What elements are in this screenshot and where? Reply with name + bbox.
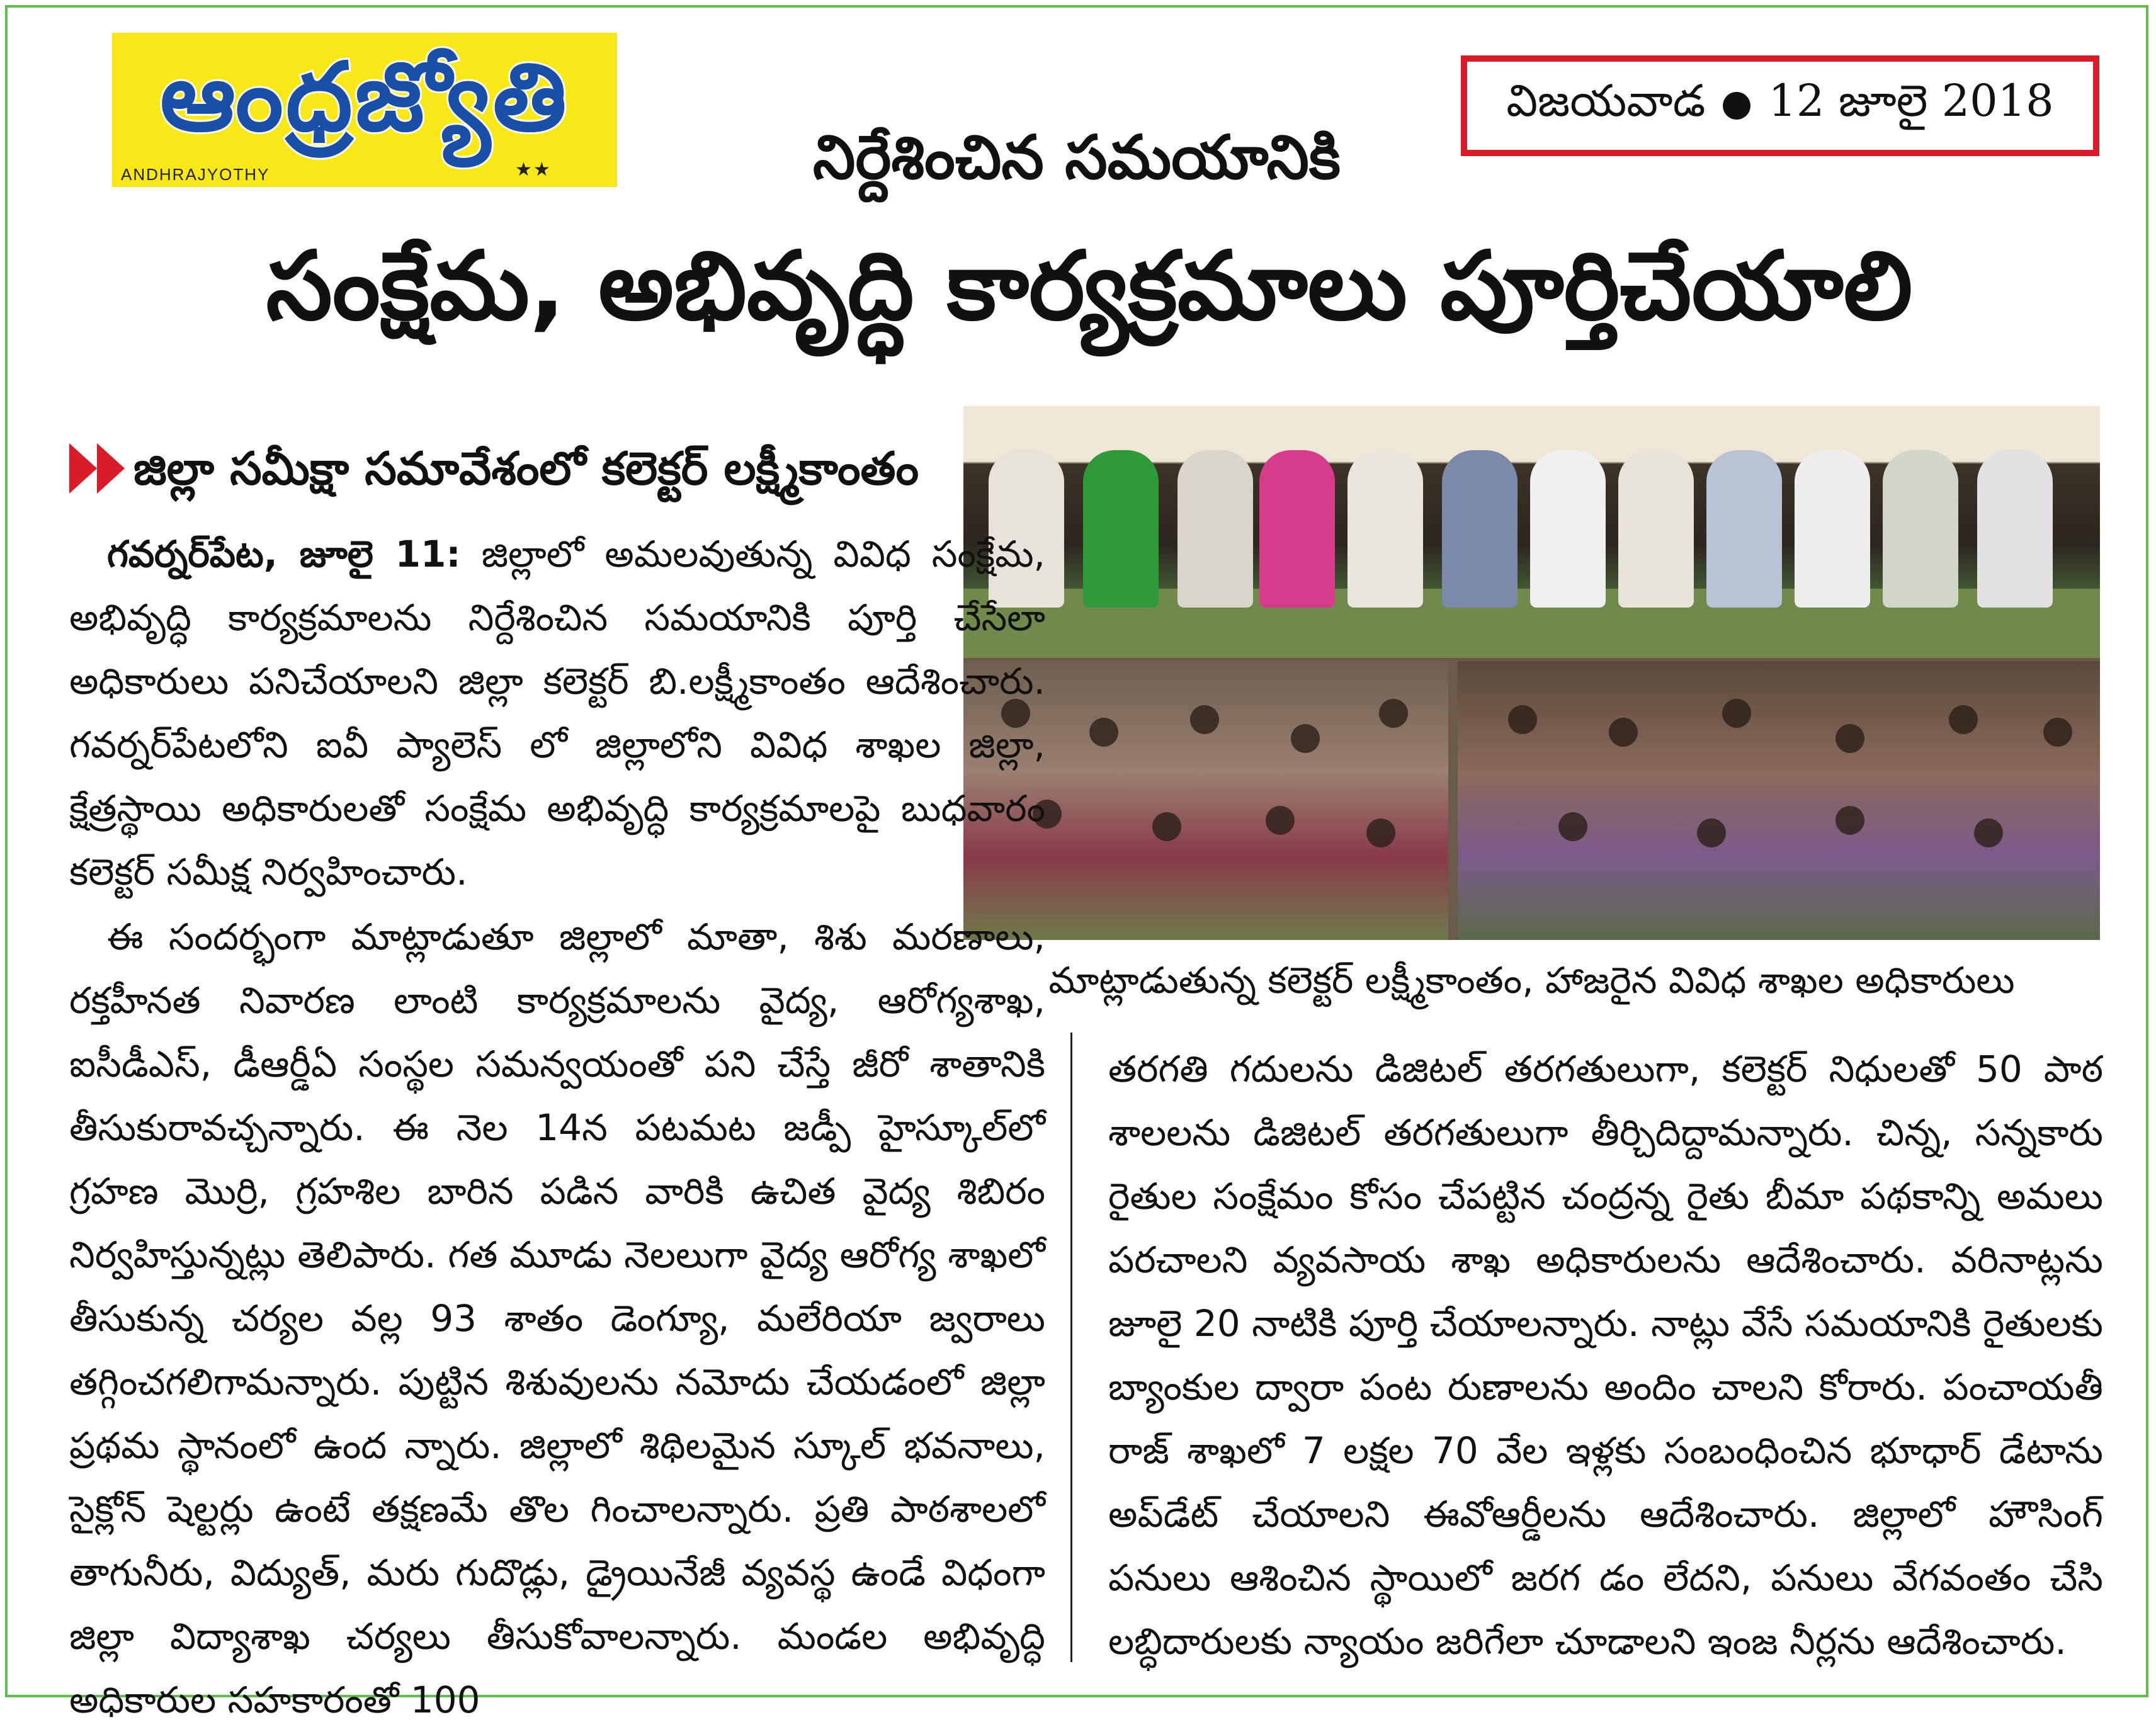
- article-subhead: [69, 433, 963, 504]
- paragraph-1-text: జిల్లాలో అమలవుతున్న వివిధ సంక్షేమ, అభివృద్ధి కార్యక్రమాలను నిర్దేశించిన సమయానికి పూర్తి చేసేలా అధికారులు పనిచేయాలని జిల్లా కలెక్టర్ బి.లక్ష్మీకాంతం ఆదేశించారు. గవర్నర్‌పేటలోని ఐవీ ప్యాలెస్ లో జిల్లాలోని వివిధ శాఖల జిల్లా, క్షేత్రస్థాయి అధికారులతో సంక్షేమ అభివృద్ధి కార్యక్రమాలపై బుధవారం కలెక్టర్ సమీక్ష నిర్వహించారు.: [69, 533, 1045, 893]
- article-photo: [963, 406, 2100, 940]
- double-arrow-icon: [69, 443, 125, 494]
- photo-audience-right: [1458, 661, 2100, 940]
- logo-stars-icon: ★★: [515, 159, 552, 181]
- article-column-1: [69, 523, 1045, 1721]
- photo-stage: [963, 406, 2100, 658]
- paragraph-3: తరగతి గదులను డిజిటల్ తరగతులుగా, కలెక్టర్ నిధులతో 50 పాఠ శాలలను డిజిటల్ తరగతులుగా తీర్చిదిద్దామన్నారు. చిన్న, సన్నకారు రైతుల సంక్షేమం కోసం చేపట్టిన చంద్రన్న రైతు బీమా పథకాన్ని అమలు పరచాలని వ్యవసాయ శాఖ అధికారులను ఆదేశించారు. వరినాట్లను జూలై 20 నాటికి పూర్తి చేయాలన్నారు. నాట్లు వేసే సమయానికి రైతులకు బ్యాంకుల ద్వారా పంట రుణాలను అందిం చాలని కోరారు. పంచాయతీ రాజ్ శాఖలో 7 లక్షల 70 వేల ఇళ్లకు సంబంధించిన భూధార్ డేటాను అప్‌డేట్ చేయాలని ఈవోఆర్డీలను ఆదేశించారు. జిల్లాలో హౌసింగ్ పనులు ఆశించిన స్థాయిలో జరగ డం లేదని, పనులు వేగవంతం చేసి లబ్ధిదారులకు న్యాయం జరిగేలా చూడాలని ఇంజ నీర్లను ఆదేశించారు.: [1108, 1048, 2103, 1663]
- photo-caption: మాట్లాడుతున్న కలెక్టర్ లక్ష్మీకాంతం, హాజరైన వివిధ శాఖల అధికారులు: [1048, 958, 2015, 1002]
- byline: గవర్నర్‌పేట, జూలై 11:: [107, 533, 461, 575]
- column-divider: [1070, 1033, 1072, 1662]
- paragraph-1: [69, 523, 1045, 904]
- masthead-logo: [112, 33, 617, 187]
- bullet-dot-icon: [1723, 92, 1750, 120]
- dateline-box: [1461, 55, 2099, 156]
- dateline-date: 12 జూలై 2018: [1768, 74, 2054, 127]
- article-kicker: నిర్దేశించిన సమయానికి: [813, 122, 1341, 193]
- article-column-2: [1108, 1038, 2103, 1686]
- paragraph-2: ఈ సందర్భంగా మాట్లాడుతూ జిల్లాలో మాతా, శిశు మరణాలు, రక్తహీనత నివారణ లాంటి కార్యక్రమాలను వైద్య, ఆరోగ్యశాఖ, ఐసీడీఎస్, డీఆర్డీఏ సంస్థల సమన్వయంతో పని చేస్తే జీరో శాతానికి తీసుకురావచ్చన్నారు. ఈ నెల 14న పటమట జడ్పీ హైస్కూల్‌లో గ్రహణ మొర్రి, గ్రహశిల బారిన పడిన వారికి ఉచిత వైద్య శిబిరం నిర్వహిస్తున్నట్లు తెలిపారు. గత మూడు నెలలుగా వైద్య ఆరోగ్య శాఖలో తీసుకున్న చర్యల వల్ల 93 శాతం డెంగ్యూ, మలేరియా జ్వరాలు తగ్గించగలిగామన్నారు. పుట్టిన శిశువులను నమోదు చేయడంలో జిల్లా ప్రథమ స్థానంలో ఉంద న్నారు. జిల్లాలో శిథిలమైన స్కూల్ భవనాలు, సైక్లోన్ షెల్టర్లు ఉంటే తక్షణమే తొల గించాలన్నారు. ప్రతి పాఠశాలలో తాగునీరు, విద్యుత్, మరు గుదొడ్లు, డ్రైయినేజీ వ్యవస్థ ఉండే విధంగా జిల్లా విద్యాశాఖ చర్యలు తీసుకోవాలన్నారు. మండల అభివృద్ధి అధికారుల సహకారంతో 100: [69, 915, 1045, 1721]
- logo-subtitle: ANDHRAJYOTHY: [121, 165, 270, 184]
- dateline-city: విజయవాడ: [1506, 74, 1706, 127]
- logo-wordmark: ఆంధ్రజ్యోతి: [160, 43, 569, 152]
- article-headline: సంక్షేమ, అభివృద్ధి కార్యక్రమాలు పూర్తిచేయాలి: [266, 232, 1913, 341]
- subhead-text: జిల్లా సమీక్షా సమావేశంలో కలెక్టర్ లక్ష్మీకాంతం: [133, 442, 919, 495]
